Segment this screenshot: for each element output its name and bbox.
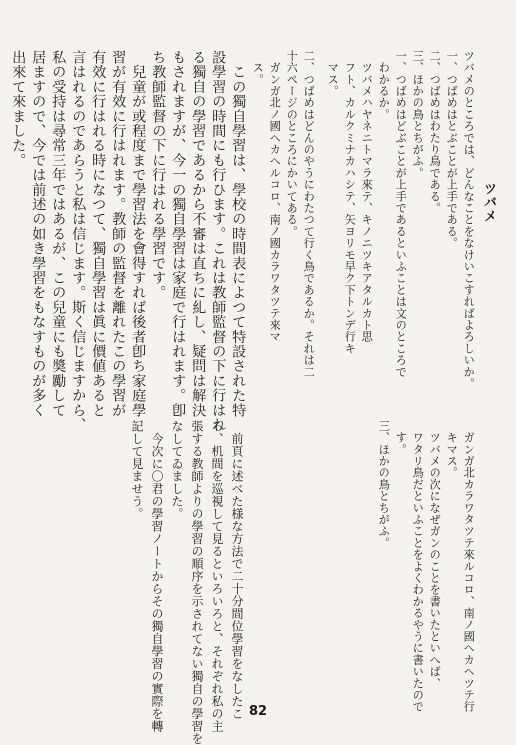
- text-column: この獨自學習は、學校の時間表によつて特設された特: [230, 50, 247, 418]
- text-column: 記して見ませう。: [130, 420, 144, 520]
- note-line: キマス。: [445, 420, 459, 479]
- text-column: 兒童が或程度まで學習法を會得すれば後者卽ち家庭學: [130, 50, 147, 418]
- text-column: 言はれるのであらうと私は信じます。斯く信じますから、: [70, 50, 87, 433]
- text-column: 出來て來ました。: [10, 50, 27, 168]
- note-line: フト、カルクミナカハシテ、矢ヨリモ早ク下トンデ行キ: [343, 50, 357, 355]
- text-column: なしてゐました。: [170, 420, 184, 520]
- note-line: 一、つばめはどぶことが上手であるといふことは文のところで: [394, 50, 408, 378]
- note-line: ツバメハヤネニトマラ來テ、キノニツキアタルカト思: [360, 50, 374, 343]
- note-line: ワタリ鳥だといふことをよくわかるやうに書いたので: [411, 420, 425, 713]
- text-column: 前頁に述べた様な方法で二十分間位學習をなしたこ: [230, 420, 244, 720]
- text-column: る獨自の學習であるから不審は直ちに糺し、疑問は解決: [190, 50, 207, 418]
- note-line: す。: [394, 420, 408, 456]
- note-line: わかるか。: [377, 50, 391, 121]
- note-line: マス。: [326, 50, 340, 97]
- note-line: ス。: [251, 50, 265, 86]
- note-title: ツバメ: [481, 182, 496, 223]
- text-column: 今次に〇君の學習ノートからその獨自學習の實際を轉: [150, 420, 164, 733]
- note-line: 一、つばめはとぶことが上手である。: [445, 50, 459, 249]
- note-line: ガンガ北ノ國ヘカヘルコロ、南ノ國カラワタツテ來マ: [268, 50, 282, 343]
- text-column: 居ますので、今では前述の如き學習をもなすものが多く: [30, 50, 47, 418]
- note-line: 三、ほかの鳥とちがふ。: [411, 50, 425, 179]
- text-column: 張する教師よりの學習の順序を示されてない獨自の學習を: [190, 420, 204, 745]
- text-column: ろ、机間を巡視して見るといろいろと、それぞれ私の主: [210, 420, 224, 733]
- note-line: ツバメのところでは、どんなことをなけいこすればよろしいか。: [462, 50, 476, 390]
- text-column: 習が有效に行はれます。教師の監督を離れたこの學習が: [110, 50, 127, 418]
- text-column: ち教師監督の下に行はれる學習です。: [150, 50, 167, 300]
- page-number: 82: [248, 704, 268, 719]
- note-line: 二、つばめはわたり鳥である。: [428, 50, 442, 214]
- note-line: ツバメの次になぜガンのことを書いたといへば、: [428, 420, 442, 690]
- note-line: 十六ページのところにかいてある。: [285, 50, 299, 238]
- text-column: 有效に行はれる時になつて、獨自學習は眞に價値あると: [90, 50, 107, 418]
- text-column: 設學習の時間にも行ひます。これは教師監督の下に行はれ: [210, 50, 227, 433]
- text-column: もされますが、今一の獨自學習は家庭で行はれます。卽: [170, 50, 187, 418]
- note-line: 二、つばめはどんのやうにわたつて行く鳥であるか。それは二: [302, 50, 316, 378]
- note-line: 三、ほかの鳥とちがふ。: [377, 420, 391, 549]
- text-column: 私の受持は尋常三年ではあるが、この兒童にも奬勵して: [50, 50, 67, 418]
- note-line: ガンガ北カラワタツテ來ルコロ、南ノ國ヘカヘツテ行: [462, 420, 476, 713]
